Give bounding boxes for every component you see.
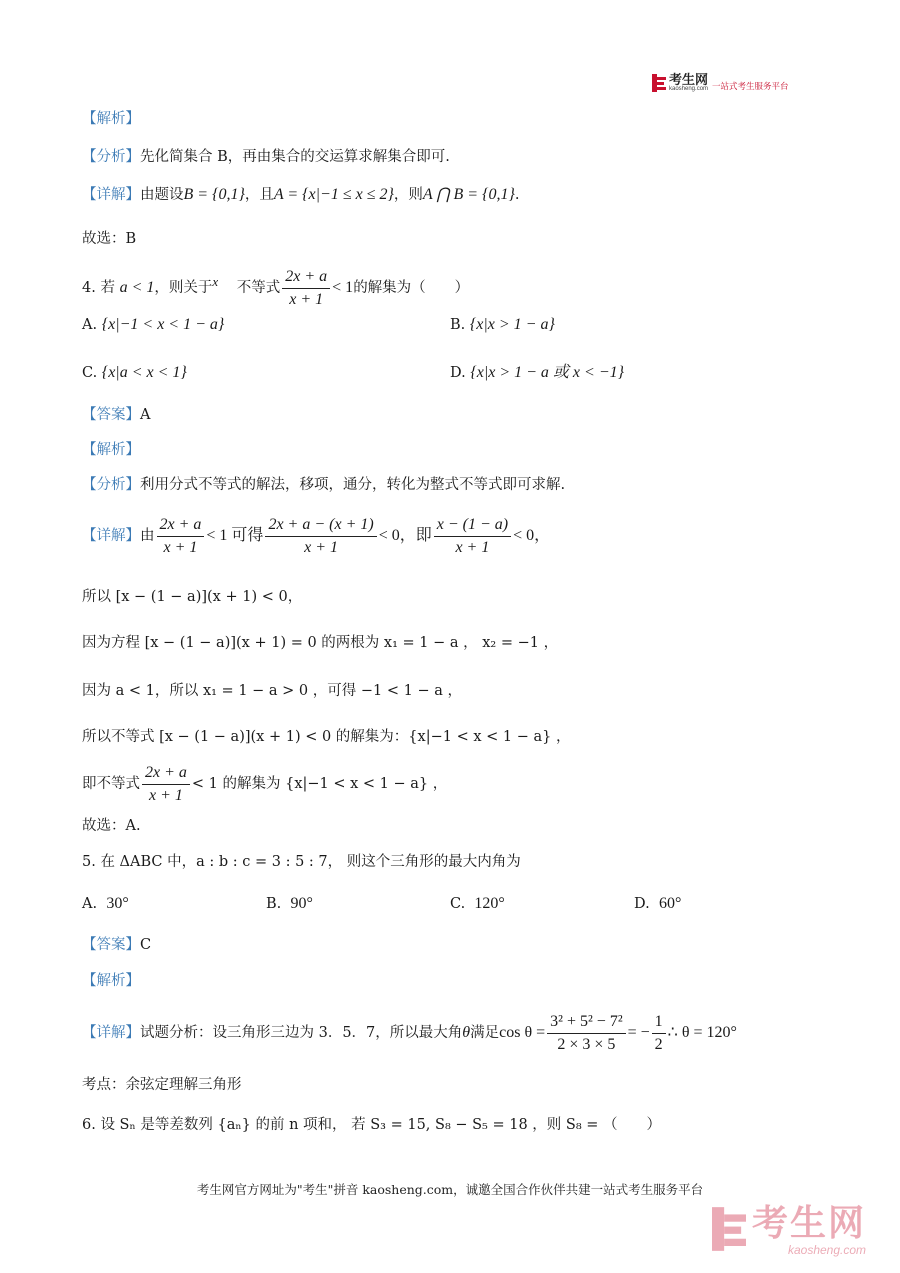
option-text: {x|−1 < x < 1 − a} <box>101 316 225 333</box>
watermark-text: 考生网 <box>752 1203 867 1244</box>
q3-detail-text: ，且 <box>244 187 274 203</box>
q4-option-b <box>450 314 555 336</box>
q4-answer-value: A <box>140 407 151 423</box>
q4-option-c <box>82 362 187 384</box>
q4-detail-text: < 0， <box>513 527 551 544</box>
q5-stem: 5. 在 ΔABC 中，a : b : c = 3 : 5 : 7， 则这个三角形的最大内角为 <box>82 854 521 870</box>
q4-detail-1 <box>82 514 550 558</box>
fraction-numerator: 1 <box>652 1012 666 1034</box>
q3-choice: 故选：B <box>82 231 137 247</box>
q4-fraction <box>282 267 330 310</box>
q3-analysis <box>82 146 450 168</box>
q3-jiexi-tag: 【解析】 <box>82 111 140 127</box>
fenxi-tag: 【分析】 <box>82 149 140 165</box>
q4-answer <box>82 404 150 426</box>
q5-theta: θ <box>462 1024 471 1041</box>
daan-tag: 【答案】 <box>82 937 140 953</box>
q4-stem-text: 4. 若 <box>82 280 115 296</box>
q5-answer <box>82 934 151 956</box>
fraction-denominator: x + 1 <box>455 538 490 556</box>
fraction-numerator: 2x + a <box>282 267 330 289</box>
q4-stem-text: 不等式 <box>236 280 281 296</box>
q5-detail <box>82 1011 737 1055</box>
option-label: D. <box>634 896 650 912</box>
option-label: C. <box>82 365 98 381</box>
q4-detail-fraction-3 <box>434 515 511 558</box>
q4-stem-ineq: < 1 <box>332 279 354 296</box>
q3-analysis-text: 先化简集合 B，再由集合的交运算求解集合即可. <box>140 149 450 165</box>
q4-jiexi-tag: 【解析】 <box>82 442 140 458</box>
daan-tag: 【答案】 <box>82 407 140 423</box>
fraction-denominator: 2 <box>654 1035 663 1053</box>
q5-detail-text: 试题分析：设三角形三边为 3．5．7，所以最大角 <box>140 1025 463 1041</box>
option-label: B. <box>450 317 466 333</box>
q4-detail-5: 所以不等式 [x − (1 − a)](x + 1) < 0 的解集为：{x|−1 < x < 1 − a} ， <box>82 729 571 745</box>
kaosheng-logo-icon <box>652 74 666 92</box>
option-text: {x|a < x < 1} <box>101 364 187 381</box>
option-text: 120° <box>474 895 505 912</box>
q4-detail-fraction-4 <box>142 763 190 806</box>
q3-detail: 【详解】由题设B = {0,1}，且A = {x|−1 ≤ x ≤ 2}，则A ⋂ B = {0,1}. <box>82 186 520 203</box>
header-logo <box>652 73 789 92</box>
q5-jiexi-tag: 【解析】 <box>82 973 140 989</box>
watermark-url: kaosheng.com <box>787 1243 867 1257</box>
fraction-denominator: x + 1 <box>304 538 339 556</box>
option-label: A. <box>82 896 98 912</box>
q4-option-d <box>450 362 624 384</box>
fraction-numerator: 3² + 5² − 7² <box>547 1012 625 1034</box>
q3-detail-text: ，则 <box>393 187 423 203</box>
xiangjie-tag: 【详解】 <box>82 528 140 544</box>
q5-answer-value: C <box>140 937 152 953</box>
logo-name: 考生网 <box>669 72 709 87</box>
q3-detail-text: 由题设 <box>140 187 184 203</box>
watermark <box>712 1205 866 1257</box>
fraction-denominator: 2 × 3 × 5 <box>557 1035 616 1053</box>
q4-detail-6 <box>82 762 447 806</box>
q4-stem <box>82 260 469 310</box>
fenxi-tag: 【分析】 <box>82 477 140 493</box>
q4-detail-text: 由 <box>140 528 155 544</box>
q3-set-a: A = {x|−1 ≤ x ≤ 2} <box>273 186 394 203</box>
q4-detail-text: < 1 的解集为 {x|−1 < x < 1 − a} ， <box>191 776 448 792</box>
fraction-numerator: 2x + a <box>157 515 205 537</box>
q5-cos-fraction <box>547 1012 625 1055</box>
q4-detail-text: 即不等式 <box>82 776 140 792</box>
option-text: 60° <box>658 895 682 912</box>
fraction-denominator: x + 1 <box>149 786 183 804</box>
watermark-logo-icon <box>712 1207 746 1255</box>
q5-eq: = − <box>627 1024 650 1041</box>
q4-detail-text: < 0，即 <box>378 527 432 544</box>
xiangjie-tag: 【详解】 <box>82 1025 140 1041</box>
q4-choice: 故选：A. <box>82 818 141 834</box>
q4-condition: a < 1 <box>119 279 155 296</box>
q4-detail-4: 因为 a < 1，所以 x₁ = 1 − a > 0 ，可得 −1 < 1 − a ， <box>82 683 462 699</box>
option-text: {x|x > 1 − a 或 x < −1} <box>470 364 625 381</box>
q5-option-c <box>450 893 505 915</box>
q5-half-fraction <box>652 1012 666 1055</box>
q4-stem-text: ，则关于 <box>154 280 213 296</box>
page-footer: 考生网官方网址为"考生"拼音 kaosheng.com，诚邀全国合作伙伴共建一站式考生服务平台 <box>196 1182 704 1197</box>
q4-option-a <box>82 314 224 336</box>
q5-cos: cos θ = <box>499 1024 546 1041</box>
q5-option-a <box>82 893 129 915</box>
q5-detail-text: 满足 <box>470 1025 500 1041</box>
option-label: B. <box>266 896 282 912</box>
q3-set-b: B = {0,1} <box>183 186 245 203</box>
fraction-denominator: x + 1 <box>289 290 324 308</box>
q4-variable: x <box>212 274 219 289</box>
q4-detail-3: 因为方程 [x − (1 − a)](x + 1) = 0 的两根为 x₁ = 1 − a ， x₂ = −1 ， <box>82 635 559 651</box>
q4-stem-text: 的解集为（ ） <box>353 280 470 296</box>
q4-detail-2: 所以 [x − (1 − a)](x + 1) < 0， <box>82 589 303 605</box>
option-label: C. <box>450 896 466 912</box>
q4-detail-fraction-1 <box>157 515 205 558</box>
q4-analysis-text: 利用分式不等式的解法，移项，通分，转化为整式不等式即可求解. <box>140 477 566 493</box>
option-text: 90° <box>290 895 313 912</box>
q5-result: ∴ θ = 120° <box>667 1024 737 1041</box>
fraction-numerator: x − (1 − a) <box>434 515 511 537</box>
q5-option-b <box>266 893 313 915</box>
option-label: A. <box>82 317 98 333</box>
fraction-numerator: 2x + a − (x + 1) <box>265 515 376 537</box>
option-label: D. <box>450 365 466 381</box>
q4-detail-text: < 1 可得 <box>206 527 264 544</box>
q5-option-d <box>634 893 681 915</box>
q4-analysis <box>82 474 565 496</box>
option-text: 30° <box>106 895 129 912</box>
fraction-denominator: x + 1 <box>163 538 198 556</box>
xiangjie-tag: 【详解】 <box>82 187 140 203</box>
q4-detail-fraction-2 <box>265 515 376 558</box>
logo-slogan: 一站式考生服务平台 <box>712 81 789 92</box>
fraction-numerator: 2x + a <box>142 763 190 785</box>
logo-url: kaosheng.com <box>669 86 709 92</box>
q5-kaodian: 考点：余弦定理解三角形 <box>82 1077 242 1093</box>
q6-stem: 6. 设 Sₙ 是等差数列 {aₙ} 的前 n 项和， 若 S₃ = 15, S₈ − S₅ = 18 ，则 S₈ = （ ） <box>82 1117 662 1133</box>
option-text: {x|x > 1 − a} <box>469 316 555 333</box>
q3-intersection: A ⋂ B = {0,1} <box>422 186 515 203</box>
